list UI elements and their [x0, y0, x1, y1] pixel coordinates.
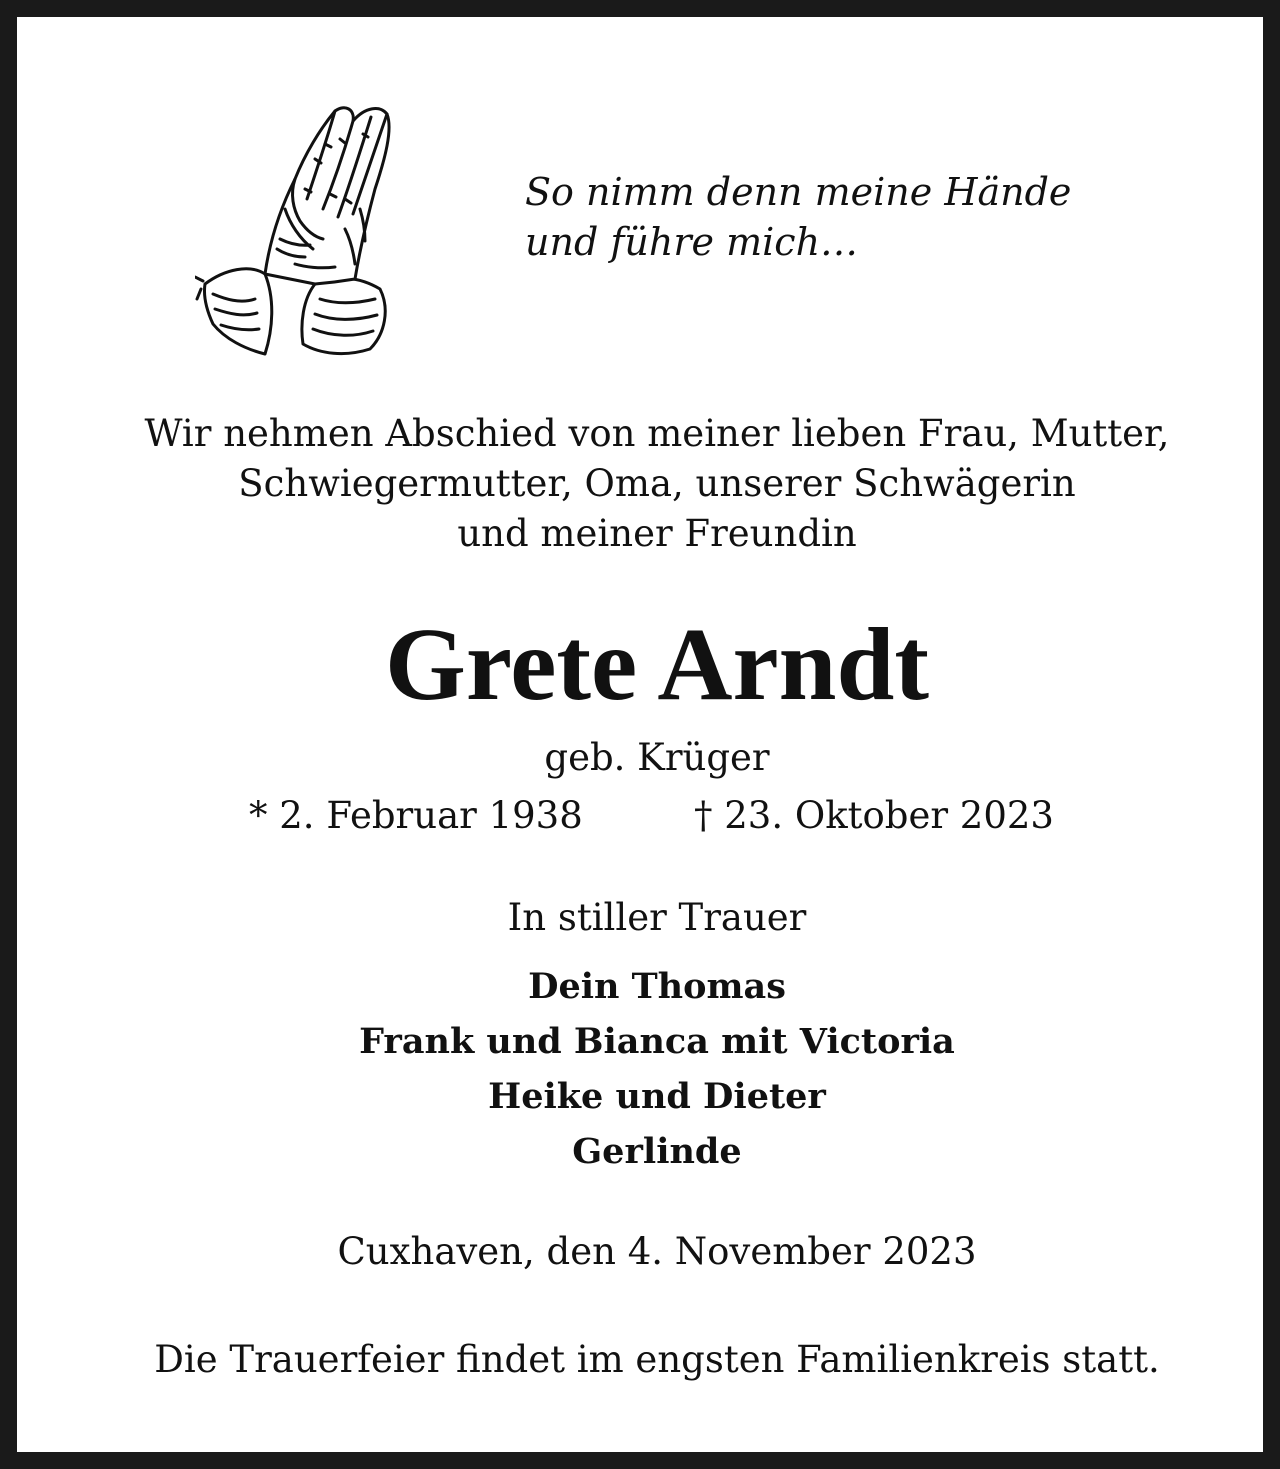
- family-list: [17, 959, 1280, 1179]
- birth-date: * 2. Februar 1938: [249, 794, 583, 837]
- intro-line: Schwiegermutter, Oma, unserer Schwägerin: [238, 462, 1076, 505]
- place-date: Cuxhaven, den 4. November 2023: [337, 1230, 977, 1273]
- mourning-line: In stiller Trauer: [507, 896, 807, 939]
- praying-hands-icon: [195, 99, 410, 364]
- quote-line: und führe mich…: [525, 220, 859, 264]
- quote: [525, 167, 1071, 267]
- intro-line: und meiner Freundin: [457, 512, 857, 555]
- intro-text: [17, 409, 1280, 559]
- deceased-name: Grete Arndt: [385, 607, 929, 722]
- death-date: † 23. Oktober 2023: [694, 794, 1054, 837]
- maiden-name: geb. Krüger: [544, 736, 770, 779]
- family-member: Frank und Bianca mit Victoria: [359, 1021, 955, 1062]
- family-member: Gerlinde: [572, 1131, 742, 1172]
- funeral-notice: Die Trauerfeier findet im engsten Familienkreis statt.: [154, 1338, 1160, 1381]
- quote-line: So nimm denn meine Hände: [525, 170, 1072, 214]
- family-member: Dein Thomas: [528, 966, 786, 1007]
- family-member: Heike und Dieter: [488, 1076, 826, 1117]
- intro-line: Wir nehmen Abschied von meiner lieben Frau, Mutter,: [144, 412, 1170, 455]
